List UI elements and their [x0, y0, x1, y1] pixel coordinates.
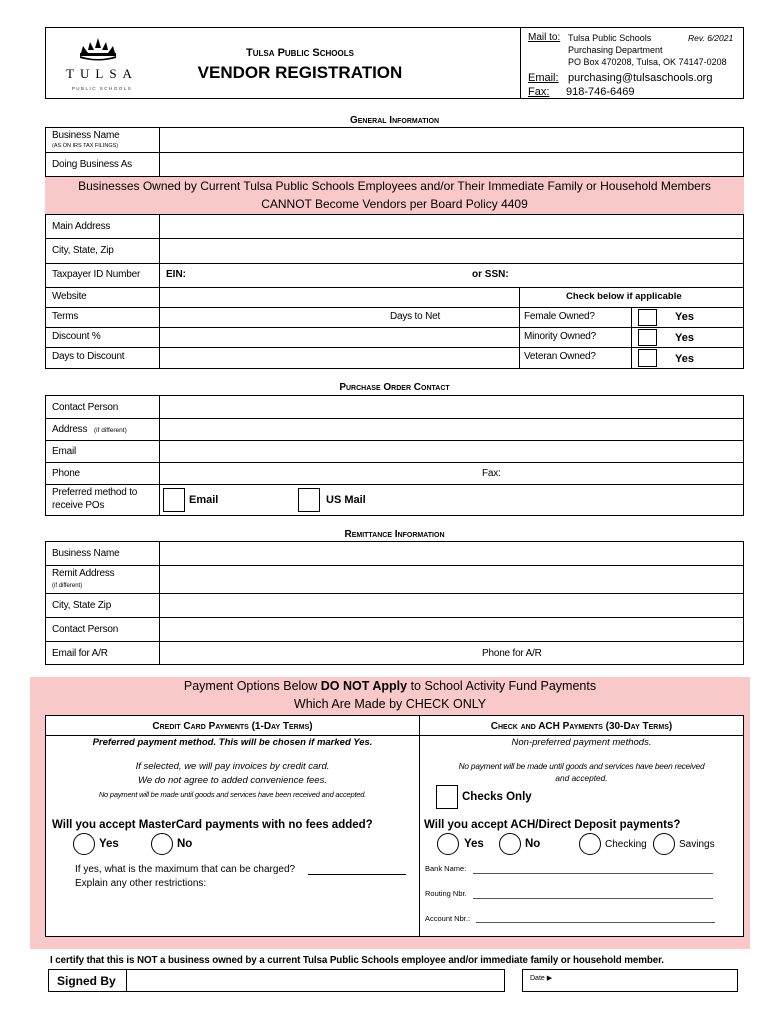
ach-note1: No payment will be made until goods and services have been received	[458, 761, 705, 771]
business-name-label: Business Name	[52, 130, 120, 141]
discount-input[interactable]	[160, 328, 518, 347]
remit-business-name-label: Business Name	[52, 548, 120, 559]
ach-nonpreferred: Non-preferred payment methods.	[511, 737, 652, 748]
signature-input[interactable]	[127, 970, 504, 991]
account-label: Account Nbr.:	[425, 914, 471, 923]
cc-explain-label: Explain any other restrictions:	[75, 878, 207, 889]
remit-city-state-zip-label: City, State Zip	[52, 600, 112, 611]
mail-line3: PO Box 470208, Tulsa, OK 74147-0208	[568, 57, 727, 67]
phone-ar-label: Phone for A/R	[482, 648, 542, 659]
checks-only-checkbox[interactable]	[436, 785, 458, 809]
cc-note1: If selected, we will pay invoices by credit card.	[135, 761, 330, 772]
po-phone-input[interactable]	[160, 463, 478, 484]
warning-line1: Businesses Owned by Current Tulsa Public Schools Employees and/or Their Immediate Family or Household Members	[78, 179, 711, 193]
mail-line1: Tulsa Public Schools	[568, 33, 652, 43]
dba-label: Doing Business As	[52, 159, 132, 170]
female-owned-checkbox[interactable]	[638, 309, 657, 326]
ein-input[interactable]	[190, 264, 468, 287]
po-address-note: (if different)	[94, 427, 127, 434]
date-label: Date ▶	[530, 975, 553, 982]
routing-input[interactable]	[473, 898, 713, 899]
ach-yes-radio[interactable]	[437, 833, 459, 855]
cc-no-label: No	[177, 838, 193, 850]
cc-heading: Credit Card Payments (1-Day Terms)	[152, 721, 313, 732]
phone-ar-input[interactable]	[548, 642, 743, 664]
cc-note2: We do not agree to added convenience fees.	[138, 775, 327, 786]
remit-business-name-input[interactable]	[160, 542, 743, 565]
checking-radio[interactable]	[579, 833, 601, 855]
email-ar-input[interactable]	[160, 642, 478, 664]
cc-preferred: Preferred payment method. This will be chosen if marked Yes.	[92, 737, 373, 748]
cc-yes-label: Yes	[99, 838, 119, 850]
city-state-zip-label: City, State, Zip	[52, 245, 114, 256]
veteran-yes-label: Yes	[675, 353, 694, 365]
logo-subtext: PUBLIC SCHOOLS	[71, 86, 133, 91]
days-to-discount-label: Days to Discount	[52, 351, 125, 362]
female-owned-label: Female Owned?	[524, 311, 595, 322]
cc-note3: No payment will be made until goods and services have been received and accepted.	[98, 790, 367, 799]
city-state-zip-input[interactable]	[160, 239, 743, 263]
po-phone-label: Phone	[52, 468, 80, 479]
ach-note2: and accepted.	[555, 773, 608, 783]
days-to-net-label: Days to Net	[390, 311, 441, 322]
female-yes-label: Yes	[675, 311, 694, 323]
minority-owned-checkbox[interactable]	[638, 329, 657, 346]
certify-statement: I certify that this is NOT a business owned by a current Tulsa Public Schools employee and/or immediate family or household member.	[50, 955, 664, 966]
remit-address-note: (if different)	[52, 583, 83, 589]
po-contact-person-label: Contact Person	[52, 402, 119, 413]
remittance-heading: Remittance Information	[344, 529, 445, 540]
minority-owned-label: Minority Owned?	[524, 331, 597, 342]
remit-address-input[interactable]	[160, 566, 743, 593]
remit-contact-person-input[interactable]	[160, 618, 743, 641]
ach-no-radio[interactable]	[499, 833, 521, 855]
website-label: Website	[52, 291, 87, 302]
veteran-owned-label: Veteran Owned?	[524, 351, 596, 362]
business-name-note: (AS ON IRS TAX FILINGS)	[52, 143, 119, 149]
main-address-label: Main Address	[52, 221, 111, 232]
cc-max-label: If yes, what is the maximum that can be charged?	[75, 864, 296, 875]
cc-no-radio[interactable]	[151, 833, 173, 855]
po-contact-heading: Purchase Order Contact	[339, 382, 450, 393]
po-email-label: Email	[52, 446, 77, 457]
checking-label: Checking	[605, 839, 647, 850]
days-to-discount-input[interactable]	[160, 348, 518, 368]
cc-yes-radio[interactable]	[73, 833, 95, 855]
payment-banner-pre: Payment Options Below	[183, 679, 321, 693]
terms-label: Terms	[52, 311, 79, 322]
ach-question: Will you accept ACH/Direct Deposit payments?	[424, 819, 681, 831]
ach-heading: Check and ACH Payments (30-Day Terms)	[490, 721, 673, 732]
ach-yes-label: Yes	[464, 838, 484, 850]
po-email-input[interactable]	[160, 441, 743, 462]
cc-max-input[interactable]	[308, 874, 406, 875]
fax-label: Fax:	[528, 86, 550, 98]
cc-question: Will you accept MasterCard payments with no fees added?	[52, 819, 373, 831]
preferred-method-label-1: Preferred method to	[52, 487, 138, 498]
logo-text: TULSA	[66, 66, 138, 81]
ein-label: EIN:	[166, 269, 186, 280]
ssn-input[interactable]	[516, 264, 743, 287]
po-contact-person-input[interactable]	[160, 396, 743, 418]
fax-number: 918-746-6469	[566, 86, 635, 98]
terms-input[interactable]	[160, 308, 386, 327]
payment-banner-post: to School Activity Fund Payments	[407, 679, 597, 693]
payment-banner-line1	[30, 679, 750, 693]
po-usmail-checkbox[interactable]	[298, 488, 320, 512]
preferred-method-label-2: receive POs	[52, 500, 105, 511]
email-address[interactable]: purchasing@tulsaschools.org	[568, 72, 713, 84]
dba-input[interactable]	[160, 153, 743, 176]
remit-address-label: Remit Address	[52, 568, 115, 579]
po-address-label: Address	[52, 424, 88, 435]
business-name-input[interactable]	[160, 128, 743, 152]
ssn-label: or SSN:	[472, 269, 509, 280]
taxpayer-id-label: Taxpayer ID Number	[52, 269, 141, 280]
form-title: VENDOR REGISTRATION	[197, 63, 403, 82]
po-usmail-option-label: US Mail	[326, 494, 366, 506]
email-label: Email:	[528, 72, 559, 84]
remit-contact-person-label: Contact Person	[52, 624, 119, 635]
mail-label: Mail to:	[528, 32, 561, 43]
payment-banner-bold: DO NOT Apply	[320, 679, 408, 693]
signed-by-label: Signed By	[57, 974, 116, 988]
general-heading: General Information	[349, 115, 440, 126]
po-address-input[interactable]	[160, 419, 743, 440]
tulsa-logo-icon	[70, 36, 126, 62]
minority-yes-label: Yes	[675, 332, 694, 344]
po-fax-label: Fax:	[482, 468, 501, 479]
po-email-checkbox[interactable]	[163, 488, 185, 512]
savings-label: Savings	[679, 839, 715, 850]
check-applicable-label: Check below if applicable	[566, 291, 682, 302]
po-fax-input[interactable]	[504, 463, 743, 484]
checks-only-label: Checks Only	[462, 791, 532, 803]
remit-city-state-zip-input[interactable]	[160, 594, 743, 617]
payment-banner-line2: Which Are Made by CHECK ONLY	[293, 697, 487, 711]
org-name: Tulsa Public Schools	[246, 47, 354, 59]
routing-label: Routing Nbr.	[425, 889, 467, 898]
veteran-owned-checkbox[interactable]	[638, 349, 657, 367]
mail-line2: Purchasing Department	[568, 45, 663, 55]
revision: Rev. 6/2021	[688, 33, 734, 43]
discount-label: Discount %	[52, 331, 101, 342]
date-box[interactable]	[522, 969, 738, 992]
warning-line2: CANNOT Become Vendors per Board Policy 4409	[261, 197, 528, 211]
po-email-option-label: Email	[189, 494, 219, 506]
email-ar-label: Email for A/R	[52, 648, 108, 659]
savings-radio[interactable]	[653, 833, 675, 855]
website-input[interactable]	[160, 288, 518, 307]
account-input[interactable]	[476, 922, 715, 923]
bank-name-input[interactable]	[473, 873, 713, 874]
main-address-input[interactable]	[160, 215, 743, 238]
bank-name-label: Bank Name:	[425, 864, 467, 873]
ach-no-label: No	[525, 838, 541, 850]
